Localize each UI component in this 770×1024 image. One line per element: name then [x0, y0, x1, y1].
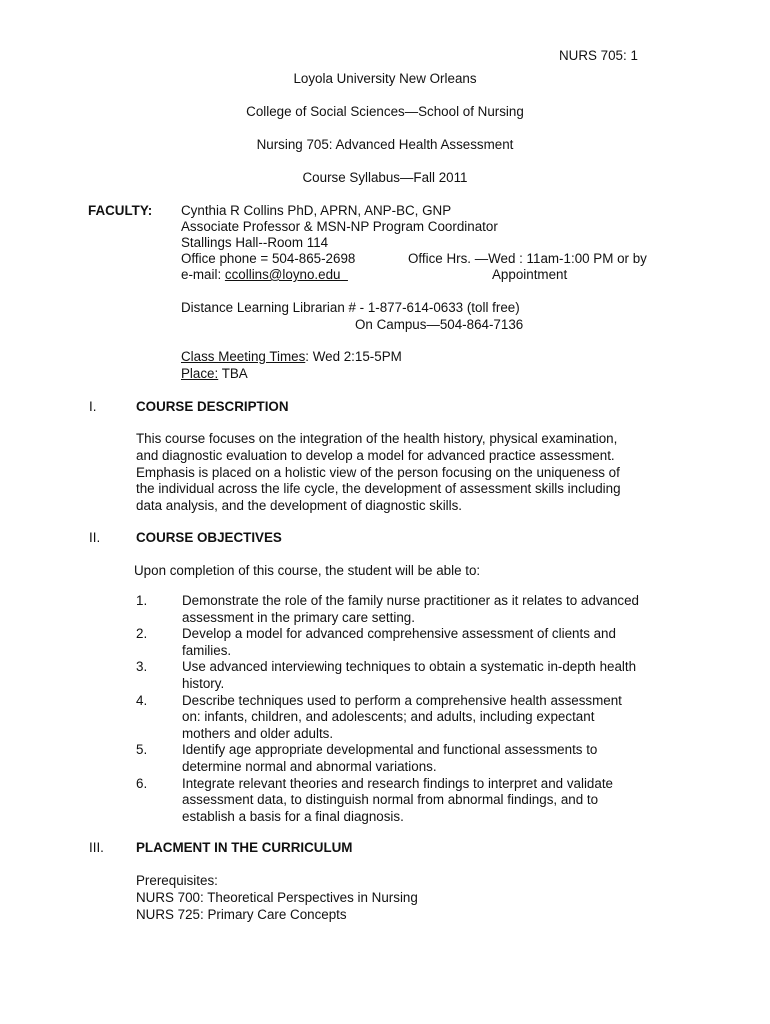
page-number: NURS 705: 1 — [559, 48, 638, 63]
email-label: e-mail: — [181, 267, 225, 282]
objective-number: 1. — [136, 593, 148, 608]
office-hours-appointment: Appointment — [492, 267, 568, 282]
description-line: the individual across the life cycle, the development of assessment skills including — [136, 481, 621, 497]
meeting-times-value: : Wed 2:15-5PM — [305, 349, 402, 364]
section-1-numeral: I. — [89, 399, 97, 414]
course-title: Nursing 705: Advanced Health Assessment — [256, 137, 514, 152]
section-2-title: COURSE OBJECTIVES — [136, 530, 282, 545]
objective-number: 3. — [136, 659, 148, 675]
college-name: College of Social Sciences—School of Nursing — [246, 104, 524, 119]
meeting-times — [181, 348, 402, 365]
prerequisite-item: NURS 700: Theoretical Perspectives in Nursing — [136, 889, 418, 905]
faculty-email-row — [181, 266, 348, 283]
curriculum-placement — [136, 873, 656, 923]
objectives-list — [136, 593, 666, 825]
section-1-title: COURSE DESCRIPTION — [136, 399, 289, 414]
description-line: data analysis, and the development of diagnostic skills. — [136, 498, 463, 514]
section-2-numeral: II. — [89, 530, 101, 545]
librarian-tollfree: Distance Learning Librarian # - 1-877-614-0633 (toll free) — [181, 300, 520, 315]
university-name: Loyola University New Orleans — [293, 71, 477, 86]
email-link[interactable]: ccollins@loyno.edu — [224, 267, 341, 282]
objective-number: 2. — [136, 626, 148, 642]
objective-item: 6. Integrate relevant theories and research findings to interpret and validate assessment data, to distinguish normal from abnormal findings, and to establish a basis for a final diagnosis. — [136, 775, 613, 824]
faculty-phone: Office phone = 504-865-2698 — [181, 251, 356, 266]
objective-item: 4. Describe techniques used to perform a comprehensive health assessment on: infants, children, and adolescents; and adults, including expectant mothers and older adults. — [136, 692, 622, 741]
section-3-numeral: III. — [89, 840, 104, 855]
librarian-oncampus: On Campus—504-864-7136 — [355, 317, 524, 332]
faculty-label: FACULTY: — [88, 203, 153, 218]
section-3-title: PLACMENT IN THE CURRICULUM — [136, 840, 353, 855]
objective-item: 5. Identify age appropriate developmental and functional assessments to determine normal and abnormal variations. — [136, 742, 598, 774]
meeting-times-label: Class Meeting Times — [181, 349, 306, 364]
objective-number: 5. — [136, 742, 148, 758]
course-description — [136, 431, 656, 515]
meeting-place-value: TBA — [218, 366, 248, 381]
objective-number: 6. — [136, 775, 148, 791]
faculty-office: Stallings Hall--Room 114 — [181, 235, 329, 250]
office-hours: Office Hrs. —Wed : 11am-1:00 PM or by — [408, 251, 647, 266]
meeting-place — [181, 365, 248, 382]
objective-number: 4. — [136, 692, 148, 708]
description-line: This course focuses on the integration of the health history, physical examination, — [136, 431, 618, 446]
meeting-place-label: Place: — [181, 366, 219, 381]
objective-item: 1. Demonstrate the role of the family nurse practitioner as it relates to advanced assessment in the primary care setting. — [136, 593, 640, 625]
faculty-title: Associate Professor & MSN-NP Program Coordinator — [181, 219, 498, 234]
objectives-intro: Upon completion of this course, the student will be able to: — [134, 563, 481, 578]
prerequisite-item: NURS 725: Primary Care Concepts — [136, 906, 347, 922]
prerequisites-label: Prerequisites: — [136, 873, 218, 888]
syllabus-title: Course Syllabus—Fall 2011 — [302, 170, 468, 185]
description-line: Emphasis is placed on a holistic view of the person focusing on the uniqueness of — [136, 464, 620, 480]
objective-item: 2. Develop a model for advanced comprehensive assessment of clients and families. — [136, 626, 616, 658]
objective-item: 3. Use advanced interviewing techniques to obtain a systematic in-depth health history. — [136, 659, 637, 691]
description-line: and diagnostic evaluation to develop a model for advanced practice assessment. — [136, 447, 615, 463]
faculty-name: Cynthia R Collins PhD, APRN, ANP-BC, GNP — [181, 203, 452, 218]
